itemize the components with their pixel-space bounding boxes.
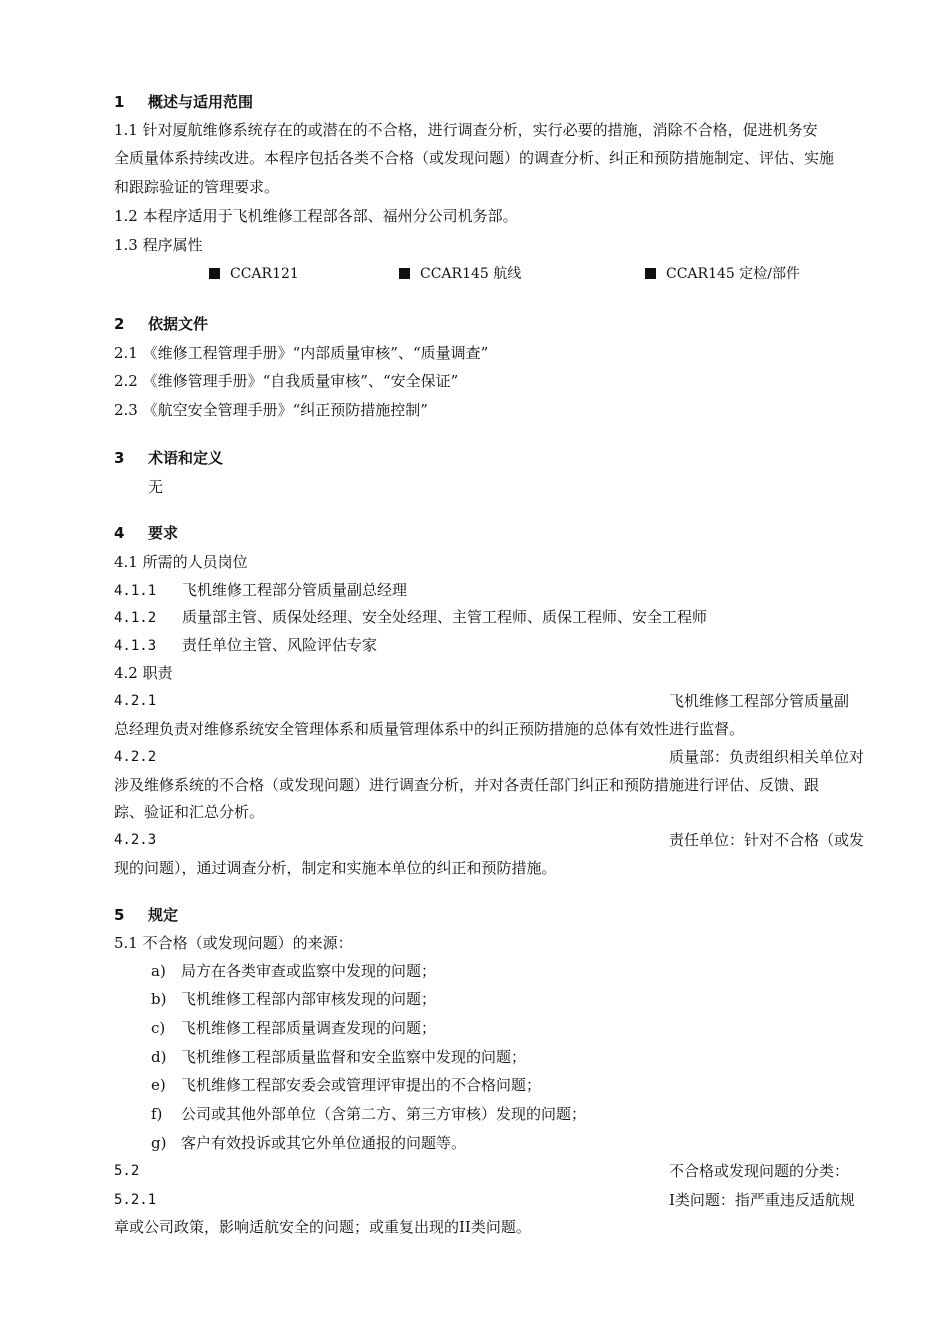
source-item-d: d) 飞机维修工程部质量监督和安全监察中发现的问题；: [151, 1048, 527, 1066]
section-4-heading: [114, 523, 178, 543]
paragraph-4-2-1-lead: 飞机维修工程部分管质量副: [669, 692, 850, 710]
definitions-body: 无: [148, 478, 164, 496]
section-title: 术语和定义: [148, 449, 224, 467]
section-3-heading: [114, 448, 223, 468]
paragraph-5-1: 5.1 不合格（或发现问题）的来源：: [114, 934, 353, 952]
section-number: 2: [114, 315, 125, 333]
paragraph-5-2-number: 5.2: [114, 1163, 140, 1179]
paragraph-4-1-2: 4.1.2 质量部主管、质保处经理、安全处经理、主管工程师、质保工程师、安全工程师: [114, 608, 708, 626]
source-item-c: c) 飞机维修工程部质量调查发现的问题；: [151, 1019, 437, 1037]
section-number: 3: [114, 449, 125, 467]
paragraph-4-2-3-number: 4.2.3: [114, 832, 157, 848]
source-item-b: b) 飞机维修工程部内部审核发现的问题；: [151, 990, 437, 1008]
section-2-heading: [114, 314, 208, 334]
reference-2-1: 2.1 《维修工程管理手册》“内部质量审核”、“质量调查”: [114, 344, 489, 362]
paragraph-1-1-line-1: 1.1 针对厦航维修系统存在的或潜在的不合格，进行调查分析，实行必要的措施，消除不合格，促进机务安: [114, 121, 818, 139]
paragraph-4-2-1-number: 4.2.1: [114, 693, 157, 709]
paragraph-4-2-2-lead: 质量部：负责组织相关单位对: [669, 748, 865, 766]
paragraph-4-1-1: 4.1.1 飞机维修工程部分管质量副总经理: [114, 581, 408, 599]
attribute-ccar145-component: CCAR145 定检/部件: [645, 264, 800, 284]
section-number: 1: [114, 93, 125, 111]
section-number: 4: [114, 524, 125, 542]
paragraph-4-2-2-number: 4.2.2: [114, 749, 157, 765]
section-title: 依据文件: [148, 315, 209, 333]
source-item-f: f) 公司或其他外部单位（含第二方、第三方审核）发现的问题；: [151, 1105, 587, 1123]
paragraph-4-2-3-continuation: 现的问题），通过调查分析，制定和实施本单位的纠正和预防措施。: [114, 859, 557, 877]
source-item-a: a) 局方在各类审查或监察中发现的问题；: [151, 962, 437, 980]
section-1-heading: [114, 92, 253, 112]
section-title: 概述与适用范围: [148, 93, 254, 111]
paragraph-4-2-3-lead: 责任单位：针对不合格（或发: [669, 831, 865, 849]
paragraph-5-2-1-continuation: 章或公司政策，影响适航安全的问题；或重复出现的II类问题。: [114, 1218, 531, 1236]
reference-2-3: 2.3 《航空安全管理手册》“纠正预防措施控制”: [114, 401, 428, 419]
source-item-e: e) 飞机维修工程部安委会或管理评审提出的不合格问题；: [151, 1076, 542, 1094]
paragraph-5-2-lead: 不合格或发现问题的分类：: [669, 1162, 850, 1180]
paragraph-5-2-1-lead: I类问题：指严重违反适航规: [669, 1191, 855, 1209]
paragraph-1-1-line-3: 和跟踪验证的管理要求。: [114, 178, 280, 196]
paragraph-4-2-2-continuation-2: 踪、验证和汇总分析。: [114, 803, 265, 821]
checked-square-icon: [399, 268, 410, 279]
reference-2-2: 2.2 《维修管理手册》“自我质量审核”、“安全保证”: [114, 372, 459, 390]
attribute-ccar121: CCAR121: [209, 264, 299, 284]
paragraph-4-2: 4.2 职责: [114, 664, 173, 682]
paragraph-1-3: 1.3 程序属性: [114, 236, 203, 254]
paragraph-4-1-3: 4.1.3 责任单位主管、风险评估专家: [114, 636, 378, 654]
paragraph-4-1: 4.1 所需的人员岗位: [114, 553, 248, 571]
paragraph-1-2: 1.2 本程序适用于飞机维修工程部各部、福州分公司机务部。: [114, 207, 518, 225]
checked-square-icon: [209, 268, 220, 279]
section-title: 要求: [148, 524, 179, 542]
section-title: 规定: [148, 906, 179, 924]
paragraph-5-2-1-number: 5.2.1: [114, 1192, 157, 1208]
section-5-heading: [114, 905, 178, 925]
source-item-g: g) 客户有效投诉或其它外单位通报的问题等。: [151, 1134, 467, 1152]
checked-square-icon: [645, 268, 656, 279]
attribute-ccar145-line: CCAR145 航线: [399, 264, 521, 284]
paragraph-1-1-line-2: 全质量体系持续改进。本程序包括各类不合格（或发现问题）的调查分析、纠正和预防措施制定、评估、实施: [114, 149, 835, 167]
paragraph-4-2-1-continuation: 总经理负责对维修系统安全管理体系和质量管理体系中的纠正预防措施的总体有效性进行监督。: [114, 720, 745, 738]
paragraph-4-2-2-continuation-1: 涉及维修系统的不合格（或发现问题）进行调查分析，并对各责任部门纠正和预防措施进行评估、反馈、跟: [114, 776, 820, 794]
section-number: 5: [114, 906, 125, 924]
